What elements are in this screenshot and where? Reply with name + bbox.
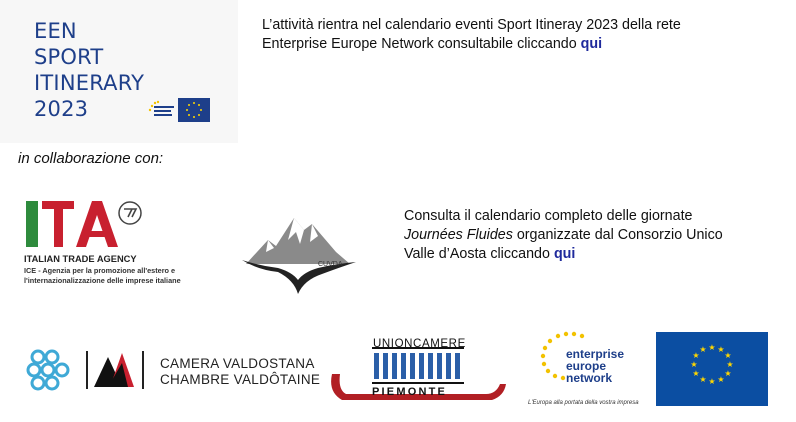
calendar-line1: Consulta il calendario completo delle giornate [404,208,693,224]
svg-text:★: ★ [708,377,716,386]
journees-fluides-text: Journées Fluides [404,227,513,243]
collaboration-label: in collaborazione con: [18,150,164,167]
svg-text:★: ★ [724,351,732,360]
svg-text:★: ★ [690,360,698,369]
een2-line1: enterprise [566,347,625,361]
een-mini-logo-icon [146,98,176,122]
svg-text:★: ★ [717,375,725,384]
een-logo-line2: SPORT [34,45,104,69]
ita-logo-icon [24,199,144,249]
svg-text:★: ★ [692,351,700,360]
intro-text: L’attività rientra nel calendario eventi Sport Itineray 2023 della rete Enterprise Europe Network consultabile cliccando [262,17,681,52]
cuvda-logo-icon [238,210,360,300]
piemonte-label: PIEMONTE [372,386,448,398]
svg-text:★: ★ [726,360,734,369]
calendar-line2 [404,226,794,245]
een2-line2: europe [566,359,607,373]
ita-description-line2: l'internazionalizzazione delle imprese italiane [24,276,181,285]
eu-mini-flag-icon [178,98,210,122]
svg-text:★: ★ [717,345,725,354]
een-logo-line3: ITINERARY [34,71,145,95]
cuvda-calendar-link[interactable]: qui [553,246,576,262]
calendar-line3 [404,245,794,264]
eu-flag-icon [656,332,768,406]
ita-description-line1: ICE - Agenzia per la promozione all'estero e [24,266,176,275]
chambre-valdotaine-name: CHAMBRE VALDÔTAINE [160,372,321,387]
een-calendar-link[interactable]: qui [580,36,603,52]
unioncamere-label: UNIONCAMERE [373,338,466,350]
cuvda-label: CUVDA [318,261,343,268]
intro-paragraph [262,16,712,54]
calendar-paragraph [404,207,794,264]
svg-text:★: ★ [724,369,732,378]
een-logo-line4: 2023 [34,97,89,121]
svg-text:★: ★ [708,343,716,352]
een-sport-itinerary-logo [0,0,238,143]
een-logo-line1: EEN [34,19,77,43]
camera-valdostana-name: CAMERA VALDOSTANA [160,356,315,371]
een2-tagline: L'Europa alla portata della vostra impresa [528,400,639,406]
een2-line3: network [566,371,613,385]
svg-text:★: ★ [699,375,707,384]
calendar-line2-text: organizzate dal Consorzio Unico [512,227,723,243]
svg-text:★: ★ [692,369,700,378]
calendar-line3-text: Valle d’Aosta cliccando [404,246,554,262]
svg-text:★: ★ [699,345,707,354]
ita-description [24,266,181,286]
ita-agency-name: ITALIAN TRADE AGENCY [24,254,137,264]
